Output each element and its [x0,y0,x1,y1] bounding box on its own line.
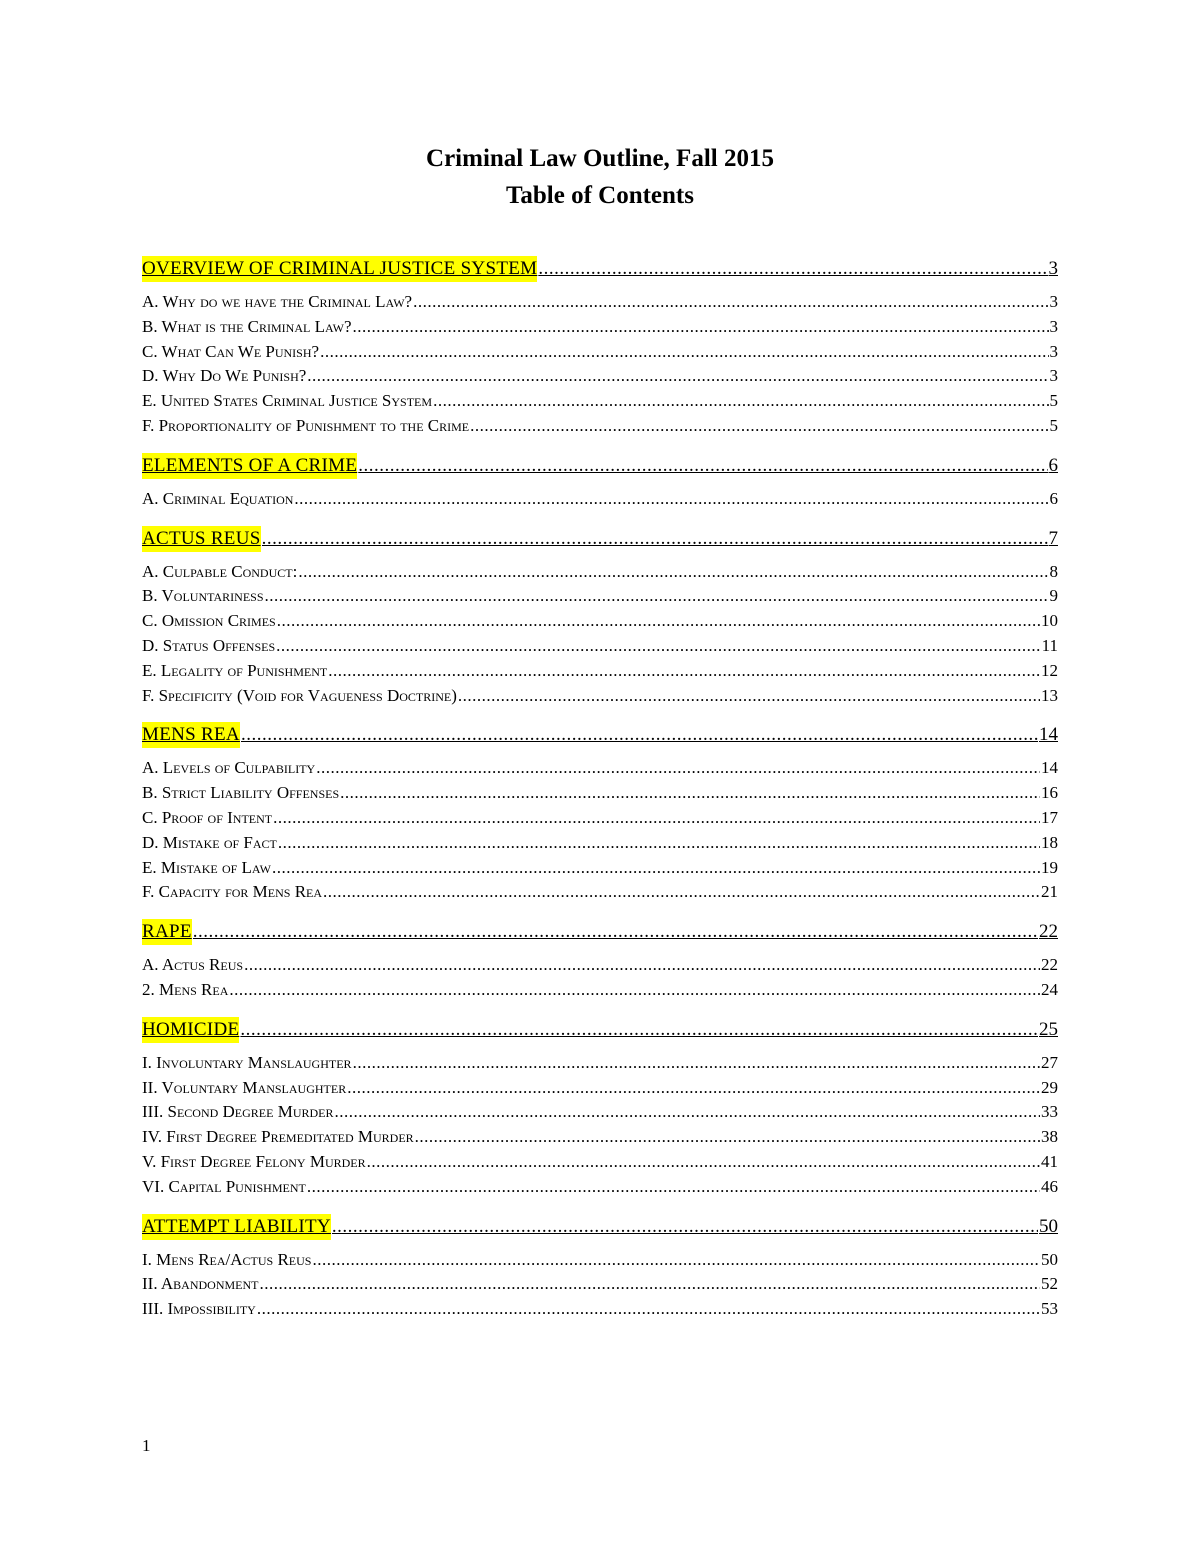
toc-item-page: 5 [1049,391,1058,411]
toc-item-page: 50 [1041,1249,1058,1269]
toc-item-label: D. Mistake of Fact [142,832,277,852]
toc-item-link[interactable] [142,856,1058,881]
toc-item-label: II. Abandonment [142,1274,259,1294]
dot-leader [433,389,1048,414]
dot-leader [328,659,1040,684]
toc-item-label: F. Capacity for Mens Rea [142,882,323,902]
dot-leader [470,414,1048,439]
dot-leader [294,487,1048,512]
toc-item-page: 11 [1041,635,1058,655]
toc-heading-page: 25 [1039,1018,1058,1040]
toc-section [142,722,1058,905]
toc-item-label: F. Proportionality of Punishment to the Crime [142,415,470,435]
toc-heading-label: RAPE [142,919,192,945]
dot-leader [262,526,1048,552]
toc-item-label: A. Culpable Conduct: [142,561,298,581]
toc-heading-link[interactable] [142,526,1058,552]
toc-item-link[interactable] [142,659,1058,684]
dot-leader [298,560,1048,585]
toc-item-label: B. Voluntariness [142,586,264,606]
toc-item-page: 3 [1049,292,1058,311]
dot-leader [347,1076,1040,1101]
dot-leader [320,340,1048,365]
toc-item-link[interactable] [142,340,1058,365]
dot-leader [241,722,1038,748]
dot-leader [458,684,1040,709]
dot-leader [278,831,1040,856]
toc-item-label: V. First Degree Felony Murder [142,1151,366,1171]
toc-item-link[interactable] [142,1125,1058,1150]
toc-item-page: 27 [1041,1052,1058,1072]
toc-section [142,1017,1058,1200]
toc-item-link[interactable] [142,953,1058,978]
dot-leader [229,978,1040,1003]
toc-item-label: I. Involuntary Manslaughter [142,1052,352,1072]
toc-item-link[interactable] [142,414,1058,439]
toc-heading-link[interactable] [142,1214,1058,1240]
toc-item-page: 46 [1041,1176,1058,1196]
toc-item-link[interactable] [142,1248,1058,1273]
toc-item-link[interactable] [142,880,1058,905]
toc-heading-page: 3 [1048,258,1058,279]
dot-leader [367,1150,1040,1175]
toc-heading-label: ACTUS REUS [142,526,261,552]
dot-leader [316,756,1040,781]
toc-heading-page: 6 [1048,454,1058,476]
toc-item-link[interactable] [142,1100,1058,1125]
toc-item-link[interactable] [142,290,1058,315]
dot-leader [332,1214,1038,1240]
toc-item-label: I. Mens Rea/Actus Reus [142,1249,312,1269]
toc-item-label: E. United States Criminal Justice System [142,391,433,411]
toc-item-link[interactable] [142,781,1058,806]
dot-leader [538,256,1047,282]
dot-leader [277,609,1040,634]
toc-item-page: 12 [1041,660,1058,680]
toc-heading-label: HOMICIDE [142,1017,239,1043]
dot-leader [353,315,1049,340]
dot-leader [353,1051,1040,1076]
toc-item-page: 24 [1041,979,1058,999]
toc-heading-link[interactable] [142,1017,1058,1043]
toc-item-label: A. Actus Reus [142,955,244,975]
toc-heading-page: 14 [1039,724,1058,746]
toc-item-link[interactable] [142,389,1058,414]
toc-item-link[interactable] [142,560,1058,585]
toc-item-label: IV. First Degree Premeditated Murder [142,1127,414,1147]
document-title: Criminal Law Outline, Fall 2015 [426,145,774,172]
dot-leader [415,1125,1040,1150]
toc-section [142,256,1058,439]
toc-item-link[interactable] [142,1051,1058,1076]
toc-item-link[interactable] [142,978,1058,1003]
toc-item-label: III. Second Degree Murder [142,1102,334,1122]
toc-item-page: 3 [1049,341,1058,361]
toc-item-link[interactable] [142,684,1058,709]
toc-item-page: 21 [1041,882,1058,902]
toc-item-label: E. Legality of Punishment [142,660,328,680]
toc-heading-link[interactable] [142,256,1058,282]
toc-item-label: D. Why Do We Punish? [142,366,307,386]
toc-item-link[interactable] [142,1175,1058,1200]
dot-leader [240,1017,1038,1043]
dot-leader [413,290,1048,315]
toc-item-label: B. What is the Criminal Law? [142,316,352,336]
dot-leader [358,453,1047,479]
toc-item-label: F. Specificity (Void for Vagueness Doctrine) [142,685,457,705]
toc-item-link[interactable] [142,1076,1058,1101]
toc-item-link[interactable] [142,1150,1058,1175]
toc-item-label: D. Status Offenses [142,635,276,655]
toc-item-label: C. Proof of Intent [142,807,273,827]
toc-section [142,1214,1058,1322]
toc-item-page: 8 [1049,561,1058,581]
toc-item-page: 9 [1049,586,1058,606]
dot-leader [307,364,1048,389]
toc-item-page: 16 [1041,783,1058,803]
toc-item-page: 10 [1041,611,1058,631]
dot-leader [307,1175,1040,1200]
dot-leader [273,806,1040,831]
dot-leader [335,1100,1041,1125]
toc-item-label: A. Why do we have the Criminal Law? [142,292,413,311]
toc-heading-page: 7 [1048,527,1058,549]
document-page [142,140,1058,1336]
toc-item-label: A. Criminal Equation [142,488,294,508]
toc-heading-label: MENS REA [142,722,240,748]
toc-item-link[interactable] [142,315,1058,340]
toc-item-page: 13 [1041,685,1058,705]
dot-leader [257,1297,1040,1322]
dot-leader [244,953,1040,978]
toc-item-label: 2. Mens Rea [142,979,229,999]
toc-section [142,919,1058,1003]
toc-item-link[interactable] [142,1272,1058,1297]
dot-leader [272,856,1040,881]
toc-item-link[interactable] [142,756,1058,781]
toc-item-label: C. Omission Crimes [142,611,276,631]
toc-heading-label: OVERVIEW OF CRIMINAL JUSTICE SYSTEM [142,256,537,282]
toc-item-page: 19 [1041,857,1058,877]
toc-item-label: III. Impossibility [142,1299,256,1319]
toc-item-page: 18 [1041,832,1058,852]
toc-item-label: B. Strict Liability Offenses [142,783,340,803]
toc-item-label: VI. Capital Punishment [142,1176,306,1196]
dot-leader [312,1248,1040,1273]
toc-item-label: II. Voluntary Manslaughter [142,1077,347,1097]
toc-item-link[interactable] [142,584,1058,609]
toc-item-page: 3 [1049,316,1058,336]
dot-leader [323,880,1040,905]
toc-item-link[interactable] [142,487,1058,512]
toc-heading-label: ELEMENTS OF A CRIME [142,453,357,479]
toc-heading-link[interactable] [142,453,1058,479]
toc-item-label: E. Mistake of Law [142,857,271,877]
toc-item-link[interactable] [142,1297,1058,1322]
toc-section [142,526,1058,709]
toc-item-page: 41 [1041,1151,1058,1171]
dot-leader [193,919,1038,945]
toc-item-link[interactable] [142,634,1058,659]
toc-heading-page: 22 [1039,921,1058,943]
dot-leader [260,1272,1041,1297]
footer-page-number: 1 [142,1436,151,1455]
toc-item-page: 52 [1041,1274,1058,1294]
toc-item-page: 29 [1041,1077,1058,1097]
toc-item-link[interactable] [142,831,1058,856]
toc-item-label: A. Levels of Culpability [142,758,316,778]
toc-item-link[interactable] [142,364,1058,389]
toc-heading-link[interactable] [142,919,1058,945]
toc-section [142,453,1058,512]
toc-item-link[interactable] [142,609,1058,634]
toc-item-page: 14 [1041,758,1058,778]
toc-item-link[interactable] [142,806,1058,831]
toc-item-page: 33 [1041,1102,1058,1122]
toc-heading-page: 50 [1039,1215,1058,1237]
toc-item-label: C. What Can We Punish? [142,341,320,361]
toc-item-page: 5 [1049,415,1058,435]
dot-leader [265,584,1049,609]
toc-heading-link[interactable] [142,722,1058,748]
document-subtitle: Table of Contents [506,182,694,209]
table-of-contents [142,256,1058,1322]
toc-item-page: 6 [1049,488,1058,508]
toc-item-page: 38 [1041,1127,1058,1147]
dot-leader [276,634,1040,659]
toc-item-page: 17 [1041,807,1058,827]
toc-item-page: 22 [1041,955,1058,975]
toc-heading-label: ATTEMPT LIABILITY [142,1214,331,1240]
title-block [142,140,1058,214]
toc-item-page: 3 [1049,366,1058,386]
toc-item-page: 53 [1041,1299,1058,1319]
dot-leader [340,781,1040,806]
